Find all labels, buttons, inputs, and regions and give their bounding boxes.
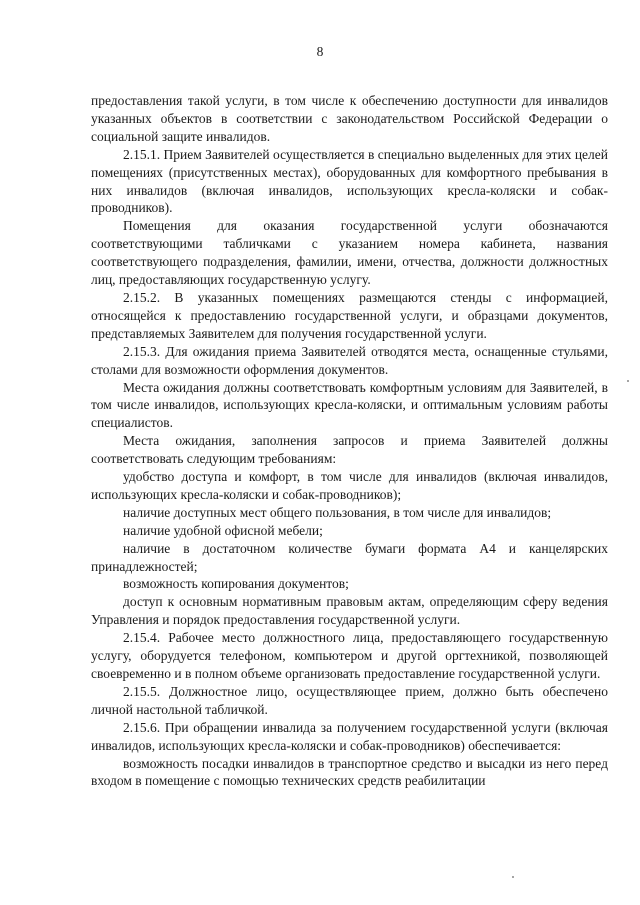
scan-speck: [512, 876, 514, 878]
page-number: 8: [316, 44, 324, 59]
paragraph-2-15-6: 2.15.6. При обращении инвалида за получением государственной услуги (включая инвалидов, использующих кресла-коляски и собак-проводников) обеспечивается:: [91, 719, 608, 753]
paragraph-2-15-3: 2.15.3. Для ожидания приема Заявителей отводятся места, оснащенные стульями, столами для возможности оформления документов.: [91, 343, 608, 377]
document-body: [91, 92, 608, 790]
paragraph-2-15-1: 2.15.1. Прием Заявителей осуществляется в специально выделенных для этих целей помещениях (присутственных местах), оборудованных для комфортного пребывания в них инвалидов (включая инвалидов, использующих кресла-коляски и собак-проводников).: [91, 146, 608, 216]
requirement-item: доступ к основным нормативным правовым актам, определяющим сферу ведения Управления и порядок предоставления государственной услуги.: [91, 594, 608, 628]
requirement-item: наличие удобной офисной мебели;: [123, 522, 323, 538]
requirement-item: наличие в достаточном количестве бумаги формата А4 и канцелярских принадлежностей;: [91, 540, 608, 574]
scan-speck: [627, 380, 629, 382]
paragraph-2-15-5: 2.15.5. Должностное лицо, осуществляющее прием, должно быть обеспечено личной настольной табличкой.: [91, 683, 608, 717]
paragraph: Места ожидания должны соответствовать комфортным условиям для Заявителей, в том числе инвалидов, использующих кресла-коляски, и оптимальным условиям работы специалистов.: [91, 379, 608, 431]
paragraph: Места ожидания, заполнения запросов и приема Заявителей должны соответствовать следующим требованиям:: [91, 433, 608, 467]
paragraph-2-15-4: 2.15.4. Рабочее место должностного лица, предоставляющего государственную услугу, оборудуется телефоном, компьютером и другой оргтехникой, позволяющей своевременно и в полном объеме организовать предоставление государственной услуги.: [91, 630, 608, 681]
requirement-item: удобство доступа и комфорт, в том числе для инвалидов (включая инвалидов, использующих кресла-коляски и собак-проводников);: [91, 469, 608, 502]
paragraph-2-15-2: 2.15.2. В указанных помещениях размещаются стенды с информацией, относящейся к предоставлению государственной услуги, и образцами документов, представляемых Заявителем для получения государственной услуги.: [91, 289, 608, 341]
requirement-item: наличие доступных мест общего пользования, в том числе для инвалидов;: [123, 504, 552, 520]
paragraph: Помещения для оказания государственной услуги обозначаются соответствующими табличками с указанием номера кабинета, названия соответствующего подразделения, фамилии, имени, отчества, должности должностных лиц, предоставляющих государственную услугу.: [91, 218, 608, 288]
paragraph: возможность посадки инвалидов в транспортное средство и высадки из него перед входом в помещение с помощью технических средств реабилитации: [91, 755, 608, 789]
paragraph: предоставления такой услуги, в том числе к обеспечению доступности для инвалидов указанных объектов в соответствии с законодательством Российской Федерации о социальной защите инвалидов.: [91, 93, 608, 144]
requirement-item: возможность копирования документов;: [123, 576, 349, 592]
